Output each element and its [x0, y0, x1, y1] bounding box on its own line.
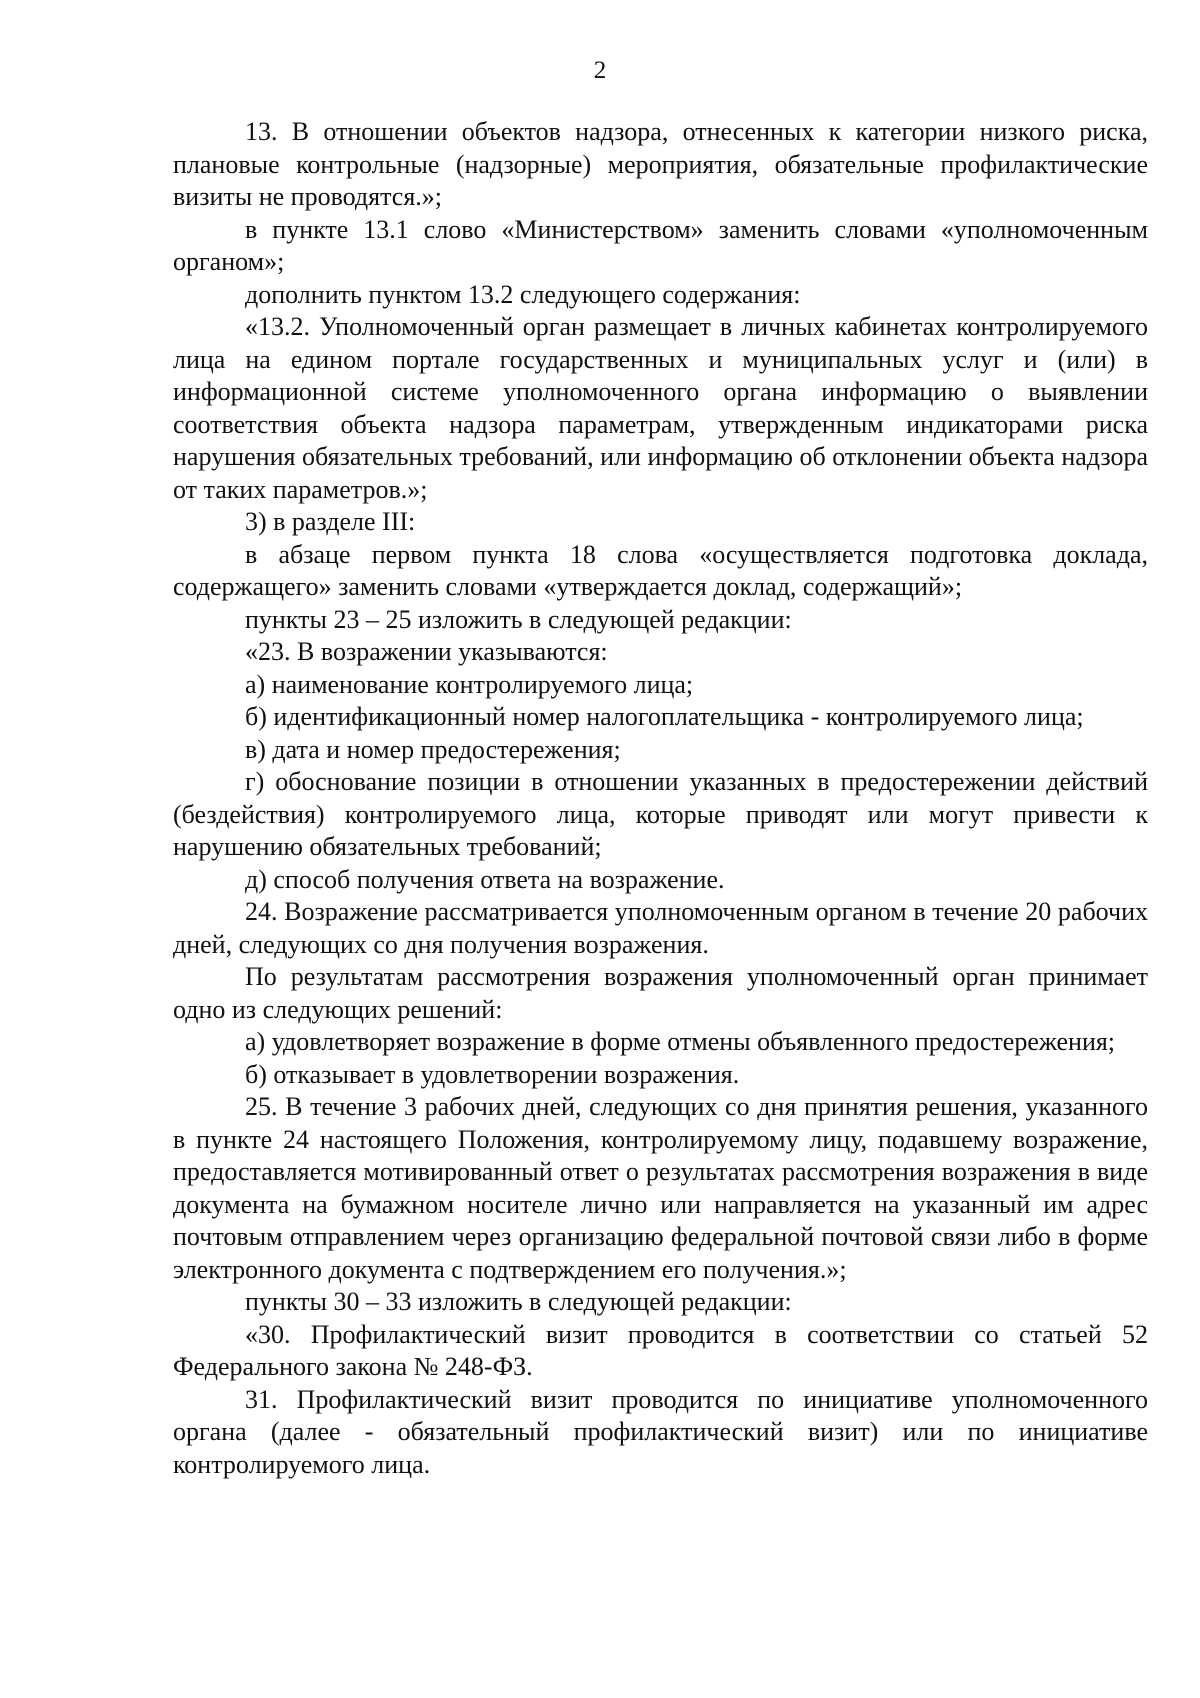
document-body [173, 116, 1148, 1481]
paragraph: а) удовлетворяет возражение в форме отмены объявленного предостережения; [245, 1027, 1116, 1056]
paragraph: д) способ получения ответа на возражение. [245, 864, 725, 894]
paragraph: б) отказывает в удовлетворении возражения. [245, 1059, 740, 1089]
paragraph: пункты 30 – 33 изложить в следующей редакции: [245, 1287, 792, 1316]
paragraph: «30. Профилактический визит проводится в соответствии со статьей 52 Федерального закона № 248-ФЗ. [173, 1319, 1148, 1381]
paragraph: в) дата и номер предостережения; [245, 734, 621, 764]
paragraph: 3) в разделе III: [245, 507, 416, 536]
paragraph: а) наименование контролируемого лица; [245, 669, 694, 699]
paragraph: б) идентификационный номер налогоплательщика - контролируемого лица; [245, 702, 1084, 731]
paragraph: По результатам рассмотрения возражения уполномоченный орган принимает одно из следующих решений: [173, 962, 1148, 1024]
paragraph: «23. В возражении указываются: [245, 637, 608, 666]
paragraph: в пункте 13.1 слово «Министерством» заменить словами «уполномоченным органом»; [173, 214, 1148, 276]
paragraph: 31. Профилактический визит проводится по инициативе уполномоченного органа (далее - обязательный профилактический визит) или по инициативе контролируемого лица. [173, 1384, 1148, 1479]
paragraph: пункты 23 – 25 изложить в следующей редакции: [245, 604, 792, 634]
paragraph: 25. В течение 3 рабочих дней, следующих со дня принятия решения, указанного в пункте 24 настоящего Положения, контролируемому лицу, подавшему возражение, предоставляется мотивированный ответ о результатах рассмотрения возражения в виде документа на бумажном носителе лично или направляется на указанный им адрес почтовым отправлением через организацию федеральной почтовой связи либо в форме электронного документа с подтверждением его получения.»; [173, 1092, 1148, 1284]
paragraph: дополнить пунктом 13.2 следующего содержания: [245, 279, 801, 309]
paragraph: 24. Возражение рассматривается уполномоченным органом в течение 20 рабочих дней, следующих со дня получения возражения. [173, 897, 1148, 959]
paragraph: 13. В отношении объектов надзора, отнесенных к категории низкого риска, плановые контрольные (надзорные) мероприятия, обязательные профилактические визиты не проводятся.»; [173, 117, 1148, 211]
paragraph: в абзаце первом пункта 18 слова «осуществляется подготовка доклада, содержащего» заменить словами «утверждается доклад, содержащий»; [173, 539, 1148, 601]
paragraph: г) обоснование позиции в отношении указанных в предостережении действий (бездействия) контролируемого лица, которые приводят или могут привести к нарушению обязательных требований; [173, 767, 1148, 861]
paragraph: «13.2. Уполномоченный орган размещает в личных кабинетах контролируемого лица на едином портале государственных и муниципальных услуг и (или) в информационной системе уполномоченного органа информацию о выявлении соответствия объекта надзора параметрам, утвержденным индикаторами риска нарушения обязательных требований, или информацию об отклонении объекта надзора от таких параметров.»; [173, 312, 1148, 504]
page-number: 2 [593, 57, 607, 84]
